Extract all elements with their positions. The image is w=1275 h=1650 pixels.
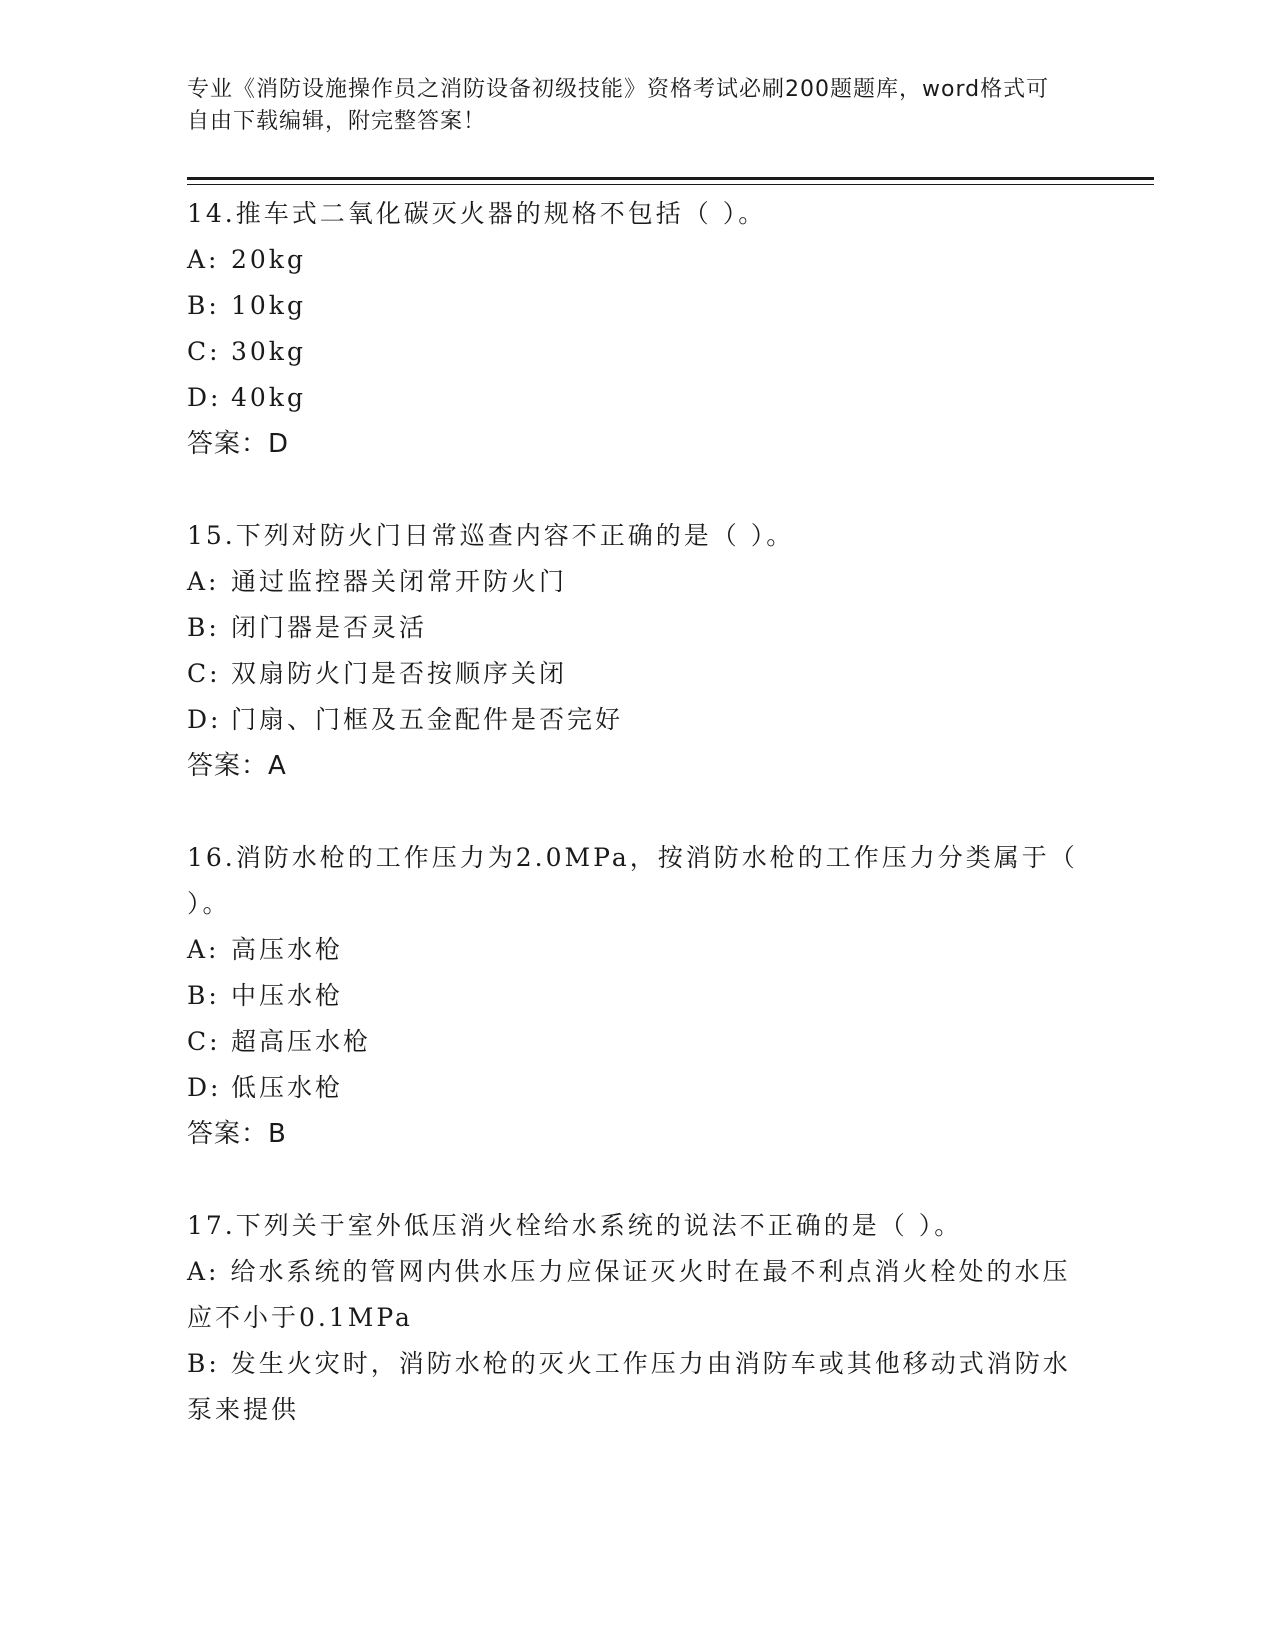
- option-letter: A:: [187, 567, 220, 596]
- option-text: 超高压水枪: [231, 1027, 372, 1056]
- option-letter: D:: [187, 1073, 222, 1102]
- question-stem: [187, 1203, 1087, 1249]
- question-stem: [187, 835, 1087, 927]
- option-a: [187, 237, 1087, 283]
- option-a: [187, 1249, 1087, 1341]
- question-number: 17.: [187, 1211, 236, 1240]
- question-text: 下列关于室外低压消火栓给水系统的说法不正确的是（ ）。: [235, 1211, 963, 1240]
- option-text: 闭门器是否灵活: [231, 613, 428, 642]
- option-text: 40kg: [231, 383, 306, 412]
- option-a: [187, 559, 1087, 605]
- question-number: 15.: [187, 521, 236, 550]
- option-text: 高压水枪: [231, 935, 344, 964]
- option-letter: B:: [187, 1349, 220, 1378]
- option-letter: C:: [187, 1027, 221, 1056]
- option-letter: B:: [187, 291, 220, 320]
- question-15: [187, 513, 1087, 789]
- option-letter: B:: [187, 613, 220, 642]
- option-d: [187, 697, 1087, 743]
- option-text: 通过监控器关闭常开防火门: [231, 567, 568, 596]
- question-stem: [187, 191, 1087, 237]
- document-header: 专业《消防设施操作员之消防设备初级技能》资格考试必刷200题题库，word格式可自由下载编辑，附完整答案！: [187, 77, 1050, 134]
- option-c: [187, 1019, 1087, 1065]
- option-d: [187, 1065, 1087, 1111]
- option-letter: A:: [187, 935, 220, 964]
- option-text: 给水系统的管网内供水压力应保证灭火时在最不利点消火栓处的水压应不小于0.1MPa: [187, 1257, 1071, 1332]
- question-14: [187, 191, 1087, 467]
- option-b: [187, 605, 1087, 651]
- option-letter: D:: [187, 705, 222, 734]
- option-d: [187, 375, 1087, 421]
- option-text: 门扇、门框及五金配件是否完好: [231, 705, 624, 734]
- option-b: [187, 1341, 1087, 1433]
- question-number: 14.: [187, 199, 236, 228]
- question-text: 下列对防火门日常巡查内容不正确的是（ ）。: [235, 521, 795, 550]
- option-c: [187, 329, 1087, 375]
- option-letter: D:: [187, 383, 222, 412]
- option-text: 低压水枪: [231, 1073, 344, 1102]
- option-letter: C:: [187, 337, 221, 366]
- question-list: [187, 191, 1087, 1479]
- option-text: 30kg: [231, 337, 306, 366]
- header-divider-thin: [187, 184, 1154, 185]
- answer-line: 答案：A: [187, 751, 287, 781]
- question-16: [187, 835, 1087, 1157]
- option-c: [187, 651, 1087, 697]
- question-stem: [187, 513, 1087, 559]
- option-text: 10kg: [231, 291, 306, 320]
- header-divider-thick: [187, 177, 1154, 180]
- option-letter: B:: [187, 981, 220, 1010]
- question-number: 16.: [187, 843, 236, 872]
- option-letter: A:: [187, 245, 220, 274]
- question-text: 消防水枪的工作压力为2.0MPa，按消防水枪的工作压力分类属于（ ）。: [187, 843, 1078, 918]
- question-17: [187, 1203, 1087, 1433]
- option-text: 20kg: [231, 245, 306, 274]
- option-text: 双扇防火门是否按顺序关闭: [231, 659, 568, 688]
- question-text: 推车式二氧化碳灭火器的规格不包括（ ）。: [235, 199, 767, 228]
- answer-line: 答案：B: [187, 1119, 287, 1149]
- option-b: [187, 283, 1087, 329]
- option-letter: C:: [187, 659, 221, 688]
- option-b: [187, 973, 1087, 1019]
- option-a: [187, 927, 1087, 973]
- option-text: 发生火灾时，消防水枪的灭火工作压力由消防车或其他移动式消防水泵来提供: [187, 1349, 1071, 1424]
- option-letter: A:: [187, 1257, 220, 1286]
- option-text: 中压水枪: [231, 981, 344, 1010]
- answer-line: 答案：D: [187, 429, 290, 459]
